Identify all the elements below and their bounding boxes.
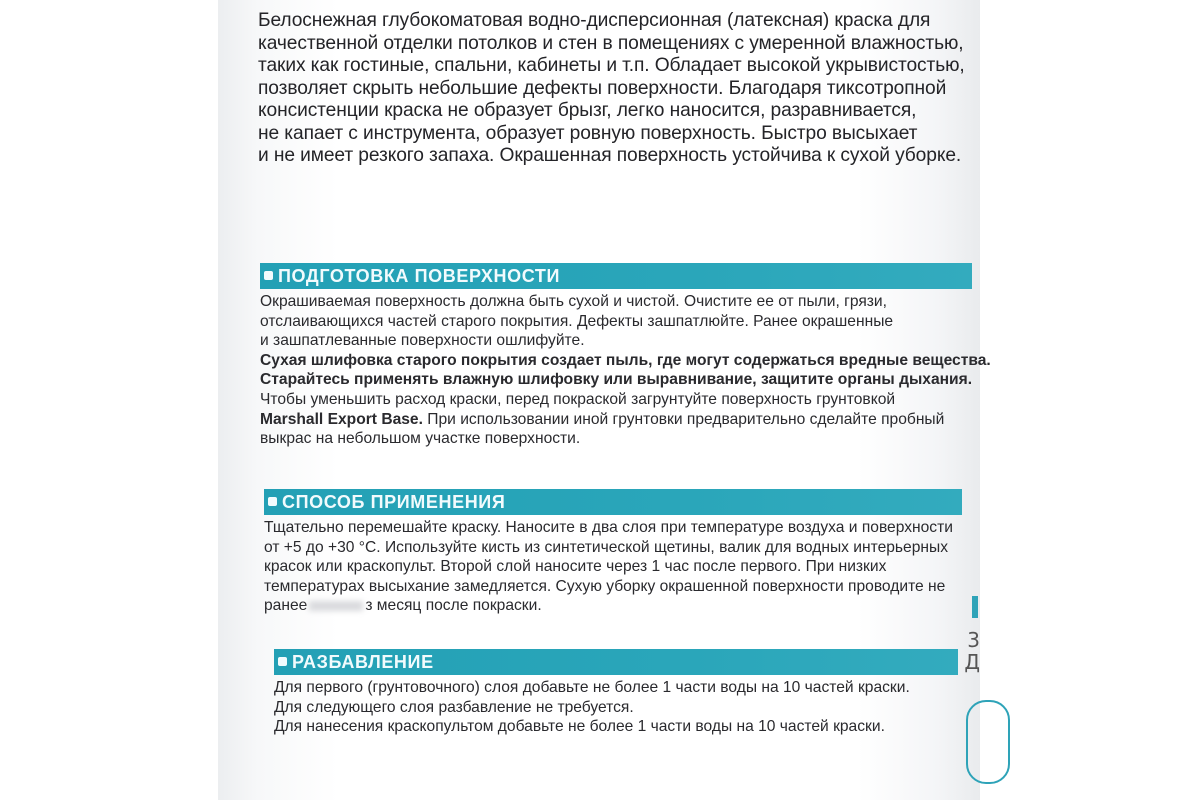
section-surface-preparation — [260, 263, 991, 449]
body-line: температурах высыхание замедляется. Сухую уборку окрашенной поверхности проводите не — [264, 577, 946, 595]
square-bullet-icon — [268, 497, 277, 506]
description-line: позволяет скрыть небольшие дефекты поверхности. Благодаря тиксотропной — [258, 77, 947, 99]
body-line-end: з месяц после покраски. — [365, 597, 542, 615]
product-description — [258, 10, 968, 168]
body-line: Для нанесения краскопультом добавьте не более 1 части воды на 10 частей краски. — [274, 718, 885, 736]
section-header-bar — [260, 263, 972, 289]
section-body — [260, 292, 991, 449]
primer-product-name: Marshall Export Base. — [260, 410, 423, 428]
section-body — [274, 678, 958, 737]
description-line: и не имеет резкого запаха. Окрашенная поверхность устойчива к сухой уборке. — [258, 145, 962, 166]
edge-cut-glyph: Д — [964, 650, 980, 674]
body-line: Тщательно перемешайте краску. Наносите в два слоя при температуре воздуха и поверхности — [264, 519, 953, 536]
edge-outline-shape — [966, 700, 1010, 784]
body-line: красок или краскопульт. Второй слой наносите через 1 час после первого. При низких — [264, 558, 887, 576]
body-line: отслаивающихся частей старого покрытия. Дефекты зашпатлюйте. Ранее окрашенные — [260, 312, 894, 330]
body-line: Для следующего слоя разбавление не требуется. — [274, 698, 634, 716]
section-application-method — [264, 489, 962, 616]
section-body — [264, 518, 962, 616]
body-line: Окрашиваемая поверхность должна быть сухой и чистой. Очистите ее от пыли, грязи, — [260, 293, 887, 310]
section-title: ПОДГОТОВКА ПОВЕРХНОСТИ — [278, 266, 560, 286]
body-line: от +5 до +30 °С. Используйте кисть из синтетической щетины, валик для водных интерьерных — [264, 538, 949, 556]
description-line: Белоснежная глубокоматовая водно-дисперсионная (латексная) краска для — [258, 10, 931, 31]
warning-line: Старайтесь применять влажную шлифовку или выравнивание, защитите органы дыхания. — [260, 371, 973, 389]
body-line: и зашпатлеванные поверхности ошлифуйте. — [260, 332, 585, 350]
description-line: качественной отделки потолков и стен в помещениях с умеренной влажностью, — [258, 32, 964, 54]
obscured-text-smudge — [309, 601, 363, 611]
body-line-start: ранее — [264, 597, 308, 615]
warning-line: Сухая шлифовка старого покрытия создает пыль, где могут содержаться вредные вещества. — [260, 351, 991, 369]
description-line: консистенции краска не образует брызг, легко наносится, разравнивается, — [258, 100, 917, 121]
section-dilution — [274, 649, 958, 737]
body-line-rest: При использовании иной грунтовки предварительно сделайте пробный — [427, 410, 945, 428]
description-line: таких как гостиные, спальни, кабинеты и т.п. Обладает высокой укрывистостью, — [258, 55, 965, 76]
square-bullet-icon — [264, 271, 273, 280]
square-bullet-icon — [278, 657, 287, 666]
body-line-partially-obscured — [264, 596, 962, 616]
body-line: Чтобы уменьшить расход краски, перед покраской загрунтуйте поверхность грунтовкой — [260, 390, 896, 408]
section-header-bar — [264, 489, 962, 515]
description-line: не капает с инструмента, образует ровную поверхность. Быстро высыхает — [258, 122, 918, 144]
edge-cut-glyph: 3 — [967, 628, 980, 652]
body-line: Для первого (грунтовочного) слоя добавьте не более 1 части воды на 10 частей краски. — [274, 679, 910, 696]
body-line-with-product — [260, 410, 972, 430]
body-line: выкрас на небольшом участке поверхности. — [260, 430, 581, 448]
section-title: РАЗБАВЛЕНИЕ — [292, 652, 434, 672]
edge-accent-mark — [972, 596, 978, 618]
section-title: СПОСОБ ПРИМЕНЕНИЯ — [282, 492, 506, 512]
section-header-bar — [274, 649, 958, 675]
